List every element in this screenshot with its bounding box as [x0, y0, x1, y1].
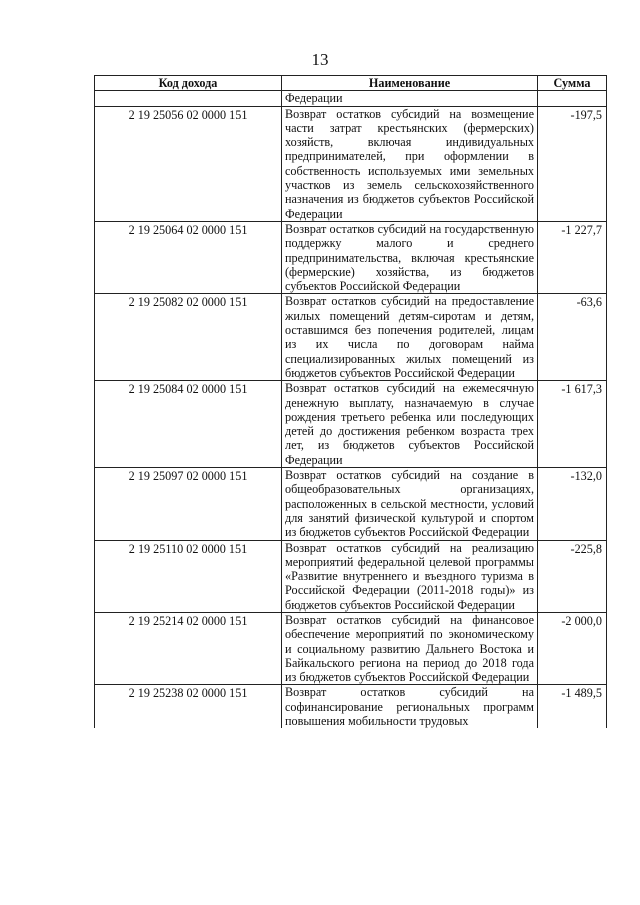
table-row	[95, 685, 607, 728]
row-code: 2 19 25097 02 0000 151	[95, 468, 282, 540]
row-amount: -132,0	[538, 468, 607, 540]
table-cell-code	[95, 91, 282, 106]
row-amount: -1 227,7	[538, 221, 607, 293]
table-row	[95, 612, 607, 684]
row-name: Возврат остатков субсидий на создание в общеобразовательных организациях, расположенных в сельской местности, условий для занятий физической культурой и спортом из бюджетов субъектов Российской Федерации	[282, 468, 538, 540]
row-name: Возврат остатков субсидий на ежемесячную денежную выплату, назначаемую в случае рождения третьего ребенка или последующих детей до достижения ребенком возраста трех лет, из бюджетов субъектов Российской Федерации	[282, 381, 538, 468]
header-amount: Сумма	[538, 76, 607, 91]
table-row	[95, 540, 607, 612]
row-code: 2 19 25056 02 0000 151	[95, 106, 282, 221]
row-name: Возврат остатков субсидий на государственную поддержку малого и среднего предпринимательства, включая крестьянские (фермерские) хозяйства, из бюджетов субъектов Российской Федерации	[282, 221, 538, 293]
row-name: Возврат остатков субсидий на реализацию мероприятий федеральной целевой программы «Развитие внутреннего и въездного туризма в Российской Федерации (2011-2018 годы)» из бюджетов субъектов Российской Федерации	[282, 540, 538, 612]
row-code: 2 19 25214 02 0000 151	[95, 612, 282, 684]
row-code: 2 19 25064 02 0000 151	[95, 221, 282, 293]
revenue-table	[94, 75, 607, 728]
header-name: Наименование	[282, 76, 538, 91]
table-row	[95, 106, 607, 221]
row-name: Возврат остатков субсидий на финансовое обеспечение мероприятий по экономическому и социальному развитию Дальнего Востока и Байкальского региона на период до 2018 года из бюджетов субъектов Российской Федерации	[282, 612, 538, 684]
table-cell-amount	[538, 91, 607, 106]
table-row	[95, 381, 607, 468]
continuation-name: Федерации	[282, 91, 538, 106]
row-amount: -225,8	[538, 540, 607, 612]
row-code: 2 19 25084 02 0000 151	[95, 381, 282, 468]
row-name: Возврат остатков субсидий на софинансирование региональных программ повышения мобильности трудовых	[282, 685, 538, 728]
row-amount: -1 489,5	[538, 685, 607, 728]
page-number: 13	[311, 50, 329, 69]
row-amount: -2 000,0	[538, 612, 607, 684]
row-code: 2 19 25110 02 0000 151	[95, 540, 282, 612]
header-code: Код дохода	[95, 76, 282, 91]
row-amount: -1 617,3	[538, 381, 607, 468]
row-code: 2 19 25238 02 0000 151	[95, 685, 282, 728]
row-amount: -63,6	[538, 294, 607, 381]
table-row	[95, 468, 607, 540]
row-name: Возврат остатков субсидий на предоставление жилых помещений детям-сиротам и детям, оставшимся без попечения родителей, лицам из их числа по договорам найма специализированных жилых помещений из бюджетов субъектов Российской Федерации	[282, 294, 538, 381]
table-row	[95, 294, 607, 381]
row-code: 2 19 25082 02 0000 151	[95, 294, 282, 381]
table-row	[95, 221, 607, 293]
row-amount: -197,5	[538, 106, 607, 221]
table-header-row	[95, 76, 607, 91]
continuation-row	[95, 91, 607, 106]
row-name: Возврат остатков субсидий на возмещение части затрат крестьянских (фермерских) хозяйств, включая индивидуальных предпринимателей, при оформлении в собственность используемых ими земельных участков из земель сельскохозяйственного назначения из бюджетов субъектов Российской Федерации	[282, 106, 538, 221]
